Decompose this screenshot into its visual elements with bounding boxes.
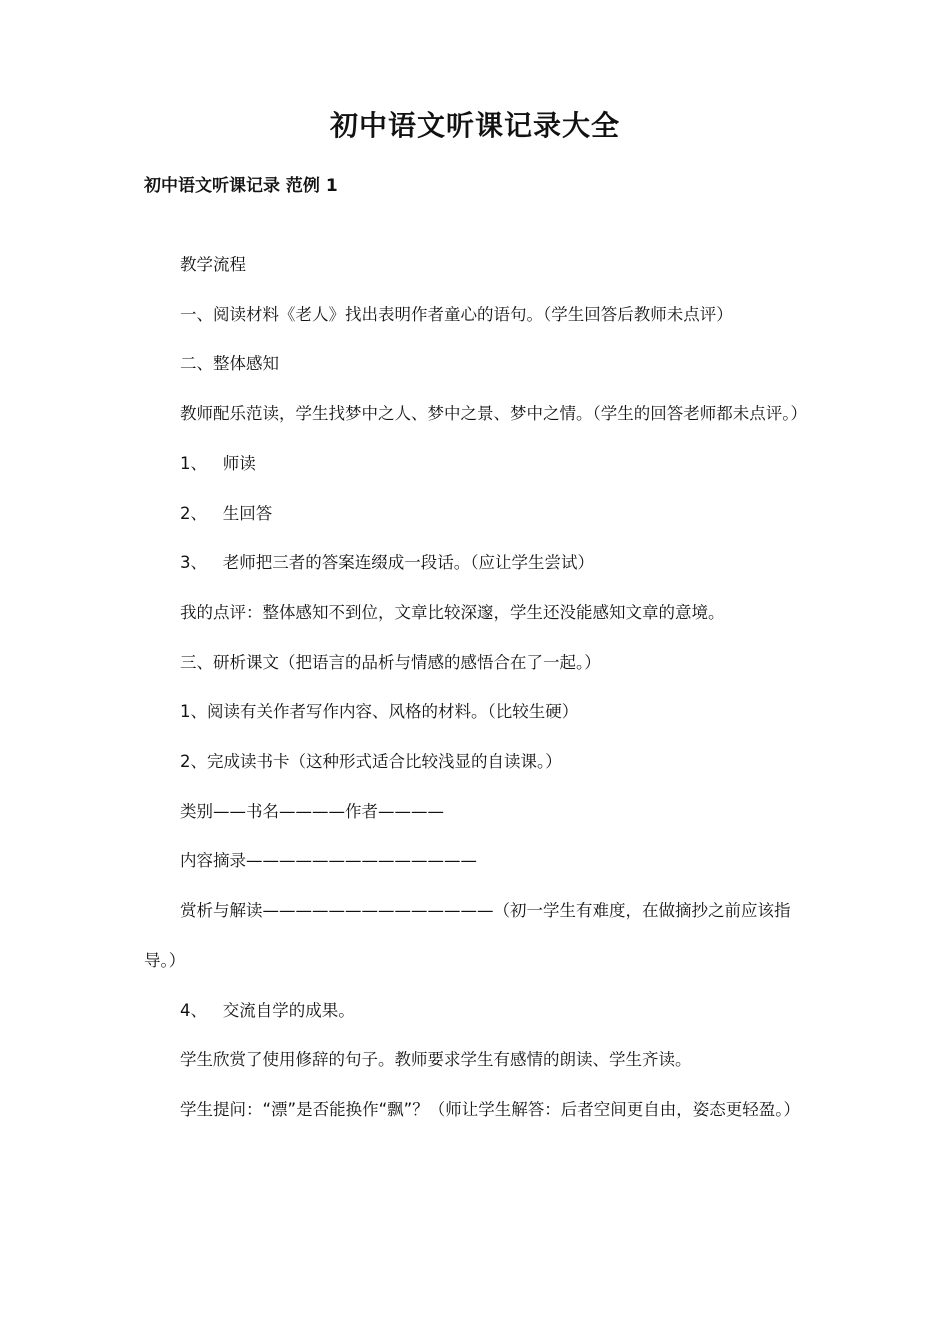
section-heading: 初中语文听课记录 范例 1	[144, 176, 338, 196]
paragraph: 类别——书名————作者————	[180, 801, 444, 821]
paragraph: 教学流程	[180, 255, 246, 274]
paragraph: 1、 师读	[180, 453, 256, 473]
paragraph: 三、研析课文（把语言的品析与情感的感悟合在了一起。）	[180, 652, 601, 672]
paragraph: 赏析与解读——————————————（初一学生有难度，在做摘抄之前应该指导。）	[144, 901, 791, 970]
paragraph: 学生欣赏了使用修辞的句子。教师要求学生有感情的朗读、学生齐读。	[180, 1050, 692, 1070]
paragraph: 1、阅读有关作者写作内容、风格的材料。（比较生硬）	[180, 702, 579, 722]
paragraph: 二、整体感知	[180, 354, 279, 374]
paragraph: 4、 交流自学的成果。	[180, 1000, 355, 1020]
document-title: 初中语文听课记录大全	[329, 109, 620, 142]
paragraph: 学生提问：“漂”是否能换作“飘”？（师让学生解答：后者空间更自由，姿态更轻盈。）	[180, 1099, 800, 1119]
paragraph: 我的点评：整体感知不到位，文章比较深邃，学生还没能感知文章的意境。	[180, 602, 725, 622]
paragraph: 一、阅读材料《老人》找出表明作者童心的语句。（学生回答后教师未点评）	[180, 304, 733, 324]
paragraph: 2、完成读书卡（这种形式适合比较浅显的自读课。）	[180, 752, 562, 772]
paragraph: 教师配乐范读，学生找梦中之人、梦中之景、梦中之情。（学生的回答老师都未点评。）	[180, 404, 807, 424]
paragraph: 3、 老师把三者的答案连缀成一段话。（应让学生尝试）	[180, 553, 594, 573]
paragraph: 2、 生回答	[180, 503, 273, 523]
document-body	[144, 240, 808, 1135]
paragraph: 内容摘录——————————————	[180, 851, 477, 871]
